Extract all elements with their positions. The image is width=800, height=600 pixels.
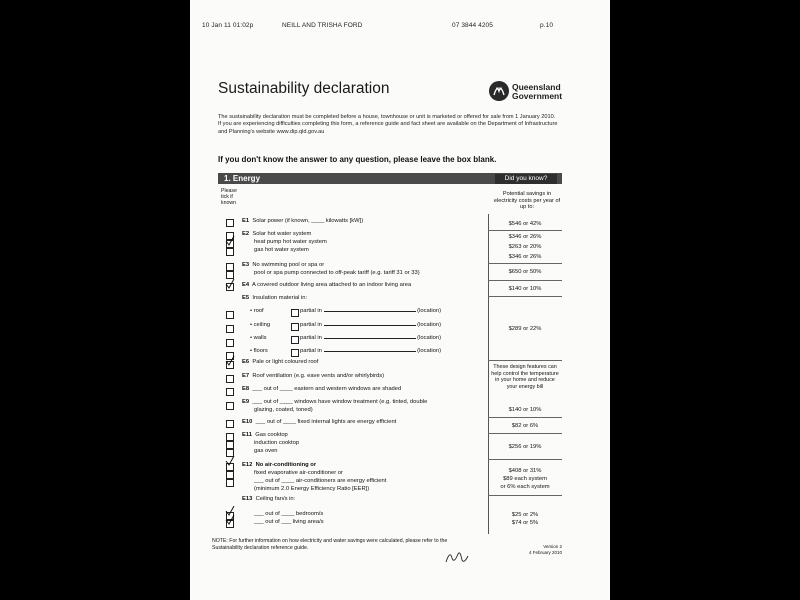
e2-saving-3: $346 or 26%	[508, 254, 542, 260]
e6-check-mark-icon	[225, 356, 235, 366]
e11-line-3: gas oven	[254, 448, 278, 454]
e4-row: E4 A covered outdoor living area attached to an indoor living area	[242, 282, 412, 288]
e12-line-1: E12 No air-conditioning or	[242, 462, 317, 468]
document-page	[190, 0, 610, 600]
e5-partial-ceiling: partial in (location)	[300, 322, 442, 328]
page-title: Sustainability declaration	[218, 80, 390, 97]
e11-saving: $256 or 19%	[508, 444, 542, 450]
e5-partial-walls: partial in (location)	[300, 335, 442, 341]
e10-saving: $82 or 6%	[511, 423, 539, 429]
fax-date: 10 Jan 11 01:02p	[202, 22, 254, 29]
e12-line-2: fixed evaporative air-conditioner or	[254, 470, 343, 476]
e13-saving-1: $25 or 2%	[511, 512, 539, 518]
intro-para-2: If you are experiencing difficulties completing this form, a reference guide and fact sheet are available on the Department of Infrastructure and Planning's website www.dip.qld.gov.au	[218, 121, 558, 135]
e13-row: E13 Ceiling fan/s in:	[242, 496, 296, 502]
e1-saving: $546 or 42%	[508, 221, 542, 227]
e5-checkbox-ceiling[interactable]	[226, 325, 234, 333]
e12-checkbox-efficient[interactable]	[226, 479, 234, 487]
e5-partial-floors-checkbox[interactable]	[291, 349, 299, 357]
queensland-government-logo-icon	[488, 80, 510, 102]
section-label: 1. Energy	[224, 174, 261, 183]
divider	[488, 280, 562, 281]
e5-partial-floors: partial in (location)	[300, 348, 442, 354]
dont-know-instruction: If you don't know the answer to any question, please leave the box blank.	[218, 155, 497, 164]
e5-walls-label: • walls	[250, 335, 267, 341]
divider	[488, 495, 562, 496]
e3-saving: $650 or 50%	[508, 269, 542, 275]
did-you-know-tab: Did you know?	[495, 174, 557, 184]
divider	[488, 360, 562, 361]
e3-checkbox-no-pool[interactable]	[226, 263, 234, 271]
divider	[488, 417, 562, 418]
e10-checkbox[interactable]	[226, 420, 234, 428]
e3-checkbox-offpeak[interactable]	[226, 271, 234, 279]
e8-checkbox[interactable]	[226, 388, 234, 396]
e2-checkbox-gas[interactable]	[226, 248, 234, 256]
footer-note: NOTE: For further information on how electricity and water savings were calculated, please refer to the Sustainability declaration reference guide.	[212, 538, 448, 551]
e9-line-1: E9 ___ out of ____ windows have window treatment (e.g. tinted, double	[242, 399, 428, 405]
e12-saving-1: $408 or 31%	[508, 468, 542, 474]
e1-row: E1 Solar power (if known, ____ kilowatts [kW])	[242, 218, 364, 224]
e2-line-3: gas hot water system	[254, 247, 309, 253]
intro-para-1: The sustainability declaration must be completed before a house, townhouse or unit is marketed or offered for sale from 1 January 2010.	[218, 114, 556, 120]
fax-page: p.10	[540, 22, 554, 29]
e13-line-2: ___ out of ___ living area/s	[254, 519, 324, 525]
fax-phone: 07 3844 4205	[452, 22, 493, 29]
e5-roof-label: • roof	[250, 308, 264, 314]
savings-column-header: Potential savings in electricity costs per year of up to:	[493, 191, 561, 211]
e2-line-1: E2 Solar hot water system	[242, 231, 312, 237]
e2-line-2: heat pump hot water system	[254, 239, 327, 245]
e2-saving-1: $346 or 26%	[508, 234, 542, 240]
e12-line-4: (minimum 2.0 Energy Efficiency Ratio [EER])	[254, 486, 370, 492]
e7-row: E7 Roof ventilation (e.g. eave vents and/or whirlybirds)	[242, 373, 385, 379]
e5-partial-roof: partial in (location)	[300, 308, 442, 314]
divider	[488, 459, 562, 460]
tick-column-header: Please tick if known	[221, 188, 237, 207]
e5-ceiling-label: • ceiling	[250, 322, 271, 328]
intro-text	[218, 114, 568, 136]
e9-line-2: glazing, coated, toned)	[254, 407, 313, 413]
e2-check-mark-icon	[225, 236, 235, 246]
e2-saving-2: $263 or 20%	[508, 244, 542, 250]
e5-floors-label: • floors	[250, 348, 268, 354]
e5-checkbox-walls[interactable]	[226, 339, 234, 347]
e3-line-2: pool or spa pump connected to off-peak tariff (e.g. tariff 31 or 33)	[254, 270, 420, 276]
e9-checkbox[interactable]	[226, 402, 234, 410]
e12-saving-2: $89 each system	[503, 476, 547, 482]
e13-line-1: ___ out of ____ bedroom/s	[254, 511, 324, 517]
e5-partial-roof-checkbox[interactable]	[291, 309, 299, 317]
e12-checkbox-evaporative[interactable]	[226, 471, 234, 479]
signature-initials	[442, 548, 472, 568]
e1-checkbox[interactable]	[226, 219, 234, 227]
e5-saving: $289 or 22%	[508, 326, 542, 332]
e12-line-3: ___ out of ____ air-conditioners are energy efficient	[254, 478, 387, 484]
e9-saving: $140 or 10%	[508, 407, 542, 413]
e10-row: E10 ___ out of ____ fixed internal lights are energy efficient	[242, 419, 397, 425]
version-info: Version 2 4 February 2010	[528, 544, 562, 555]
divider	[488, 296, 562, 297]
e11-line-2: induction cooktop	[254, 440, 300, 446]
e11-line-1: E11 Gas cooktop	[242, 432, 288, 438]
e4-check-mark-icon	[225, 279, 235, 289]
e13-check-mark-icon	[225, 515, 235, 525]
e11-checkbox-induction[interactable]	[226, 441, 234, 449]
design-features-note: These design features can help control the temperature in your home and reduce your energy bill	[491, 364, 559, 390]
e8-row: E8 ___ out of ____ eastern and western windows are shaded	[242, 386, 402, 392]
e4-saving: $140 or 10%	[508, 286, 542, 292]
e3-line-1: E3 No swimming pool or spa or	[242, 262, 325, 268]
fax-sender: NEILL AND TRISHA FORD	[282, 22, 363, 29]
e13-saving-2: $74 or 5%	[511, 520, 539, 526]
e5-checkbox-roof[interactable]	[226, 311, 234, 319]
e12-saving-3: or 6% each system	[500, 484, 550, 490]
e5-partial-ceiling-checkbox[interactable]	[291, 323, 299, 331]
e5-row: E5 Insulation material in:	[242, 295, 308, 301]
divider	[488, 230, 562, 231]
e12-check-mark-icon	[225, 456, 235, 466]
logo-wordmark: Queensland Government	[512, 82, 563, 101]
e5-partial-walls-checkbox[interactable]	[291, 336, 299, 344]
e7-checkbox[interactable]	[226, 375, 234, 383]
e11-checkbox-gas-cooktop[interactable]	[226, 433, 234, 441]
divider	[488, 263, 562, 264]
e6-row: E6 Pale or light coloured roof	[242, 359, 319, 365]
divider	[488, 433, 562, 434]
